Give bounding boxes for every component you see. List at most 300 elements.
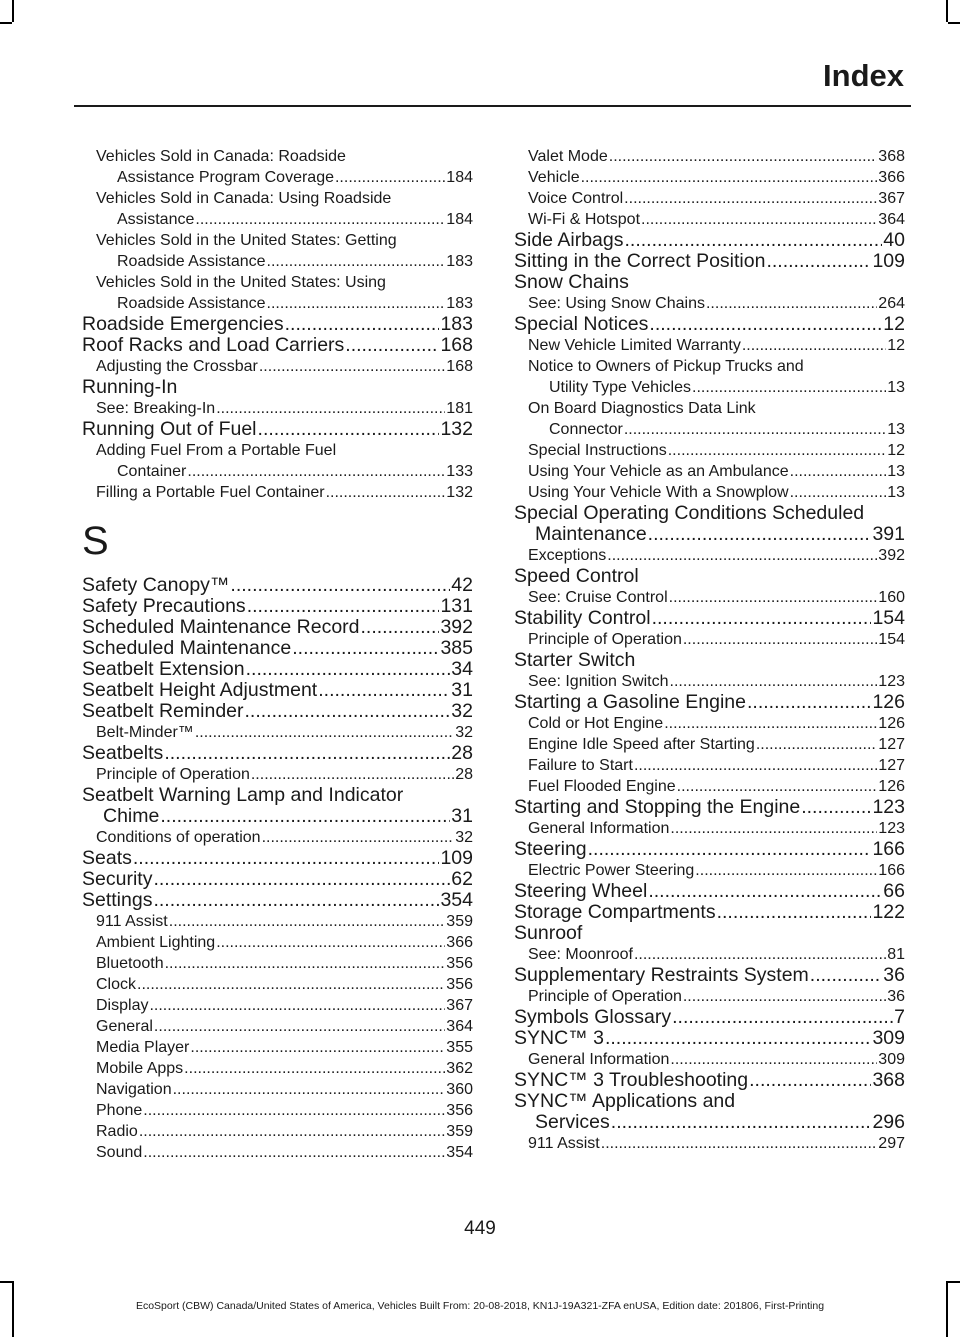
dot-leader <box>165 953 446 974</box>
entry-page: 12 <box>887 442 905 459</box>
entry-label: Vehicles Sold in Canada: Using Roadside <box>96 190 392 207</box>
entry-line <box>96 1121 473 1142</box>
entry-label: Symbols Glossary <box>514 1006 672 1028</box>
entry-page: 13 <box>887 463 905 480</box>
entry-line <box>96 1142 473 1163</box>
index-subentry <box>514 1133 905 1154</box>
entry-line <box>82 575 473 596</box>
dot-leader <box>247 596 440 617</box>
entry-label: Belt-Minder™ <box>96 724 194 741</box>
index-entry <box>514 692 905 713</box>
entry-page: 368 <box>872 1069 905 1091</box>
dot-leader <box>335 167 445 188</box>
dot-leader <box>601 1133 878 1154</box>
crop-mark <box>0 22 12 24</box>
entry-line <box>528 377 905 398</box>
dot-leader <box>717 902 872 923</box>
index-entry <box>514 608 905 629</box>
index-entry <box>514 1091 905 1133</box>
entry-label: Seats <box>82 847 132 869</box>
entry-label: Special Operating Conditions Scheduled <box>514 502 865 524</box>
entry-label: General <box>96 1018 153 1035</box>
index-subentry <box>82 764 473 785</box>
index-entry <box>82 377 473 398</box>
dot-leader <box>588 839 872 860</box>
entry-label: Voice Control <box>528 190 624 207</box>
entry-line <box>528 209 905 230</box>
index-entry <box>514 314 905 335</box>
entry-page: 166 <box>872 838 905 860</box>
index-entry <box>514 902 905 923</box>
dot-leader <box>251 764 454 785</box>
index-subentry <box>82 482 473 503</box>
dot-leader <box>692 377 886 398</box>
entry-line <box>96 953 473 974</box>
entry-label: See: Using Snow Chains <box>528 295 705 312</box>
entry-line <box>82 848 473 869</box>
dot-leader <box>695 860 877 881</box>
entry-line <box>96 911 473 932</box>
entry-label: Vehicle <box>528 169 580 186</box>
entry-line <box>528 776 905 797</box>
dot-leader <box>747 692 871 713</box>
entry-label: Clock <box>96 976 137 993</box>
entry-label: Starting a Gasoline Engine <box>514 691 746 713</box>
entry-page: 184 <box>446 211 473 228</box>
dot-leader <box>669 587 878 608</box>
dot-leader <box>326 482 446 503</box>
index-subentry <box>82 932 473 953</box>
entry-line <box>514 251 905 272</box>
entry-label: Sitting in the Correct Position <box>514 250 766 272</box>
dot-leader <box>670 818 877 839</box>
entry-line <box>528 671 905 692</box>
index-entry <box>514 566 905 587</box>
entry-page: 364 <box>878 211 905 228</box>
entry-line <box>528 545 905 566</box>
entry-label: See: Cruise Control <box>528 589 668 606</box>
entry-label: SYNC™ Applications and <box>514 1090 736 1112</box>
entry-label: Conditions of operation <box>96 829 261 846</box>
entry-page: 66 <box>883 880 905 902</box>
index-subentry <box>82 1142 473 1163</box>
index-subentry <box>514 293 905 314</box>
dot-leader <box>634 755 877 776</box>
entry-page: 126 <box>872 691 905 713</box>
entry-line <box>514 1007 905 1028</box>
index-column-right <box>514 146 905 1154</box>
dot-leader <box>216 398 445 419</box>
index-subentry <box>514 944 905 965</box>
entry-line <box>514 797 905 818</box>
entry-page: 184 <box>446 169 473 186</box>
entry-page: 391 <box>872 523 905 545</box>
dot-leader <box>258 419 440 440</box>
dot-leader <box>318 680 450 701</box>
entry-line <box>82 596 473 617</box>
dot-leader <box>361 617 440 638</box>
entry-line <box>514 839 905 860</box>
entry-label: Scheduled Maintenance <box>82 637 292 659</box>
index-subentry <box>514 986 905 1007</box>
entry-line <box>96 1037 473 1058</box>
entry-page: 62 <box>451 868 473 890</box>
entry-label: General Information <box>528 1051 670 1068</box>
dot-leader <box>649 314 882 335</box>
index-subentry <box>514 482 905 503</box>
dot-leader <box>810 965 883 986</box>
index-subentry <box>82 1100 473 1121</box>
dot-leader <box>259 356 445 377</box>
entry-label: Speed Control <box>514 565 639 587</box>
index-subentry <box>514 188 905 209</box>
entry-page: 356 <box>446 976 473 993</box>
index-entry <box>82 701 473 722</box>
entry-line <box>82 890 473 911</box>
entry-line <box>528 440 905 461</box>
dot-leader <box>749 1070 871 1091</box>
entry-label: Bluetooth <box>96 955 164 972</box>
entry-line <box>528 629 905 650</box>
crop-mark <box>948 1281 960 1283</box>
entry-page: 34 <box>451 658 473 680</box>
entry-line <box>528 818 905 839</box>
entry-line <box>514 881 905 902</box>
entry-line <box>82 659 473 680</box>
entry-line <box>528 167 905 188</box>
index-subentry <box>82 146 473 188</box>
dot-leader <box>137 974 445 995</box>
entry-page: 40 <box>883 229 905 251</box>
header-divider <box>74 105 911 107</box>
entry-page: 183 <box>440 313 473 335</box>
index-subentry <box>82 230 473 272</box>
entry-line <box>528 587 905 608</box>
dot-leader <box>195 722 454 743</box>
entry-label: Special Notices <box>514 313 649 335</box>
entry-page: 362 <box>446 1060 473 1077</box>
entry-label: Assistance <box>117 211 195 228</box>
dot-leader <box>625 230 883 251</box>
entry-page: 122 <box>872 901 905 923</box>
entry-label: Running-In <box>82 376 178 398</box>
entry-label: Mobile Apps <box>96 1060 184 1077</box>
entry-page: 132 <box>446 484 473 501</box>
dot-leader <box>195 209 445 230</box>
entry-page: 123 <box>878 673 905 690</box>
index-subentry <box>514 713 905 734</box>
index-entry <box>514 1028 905 1049</box>
entry-page: 123 <box>872 796 905 818</box>
entry-page: 123 <box>878 820 905 837</box>
entry-line <box>82 419 473 440</box>
entry-line <box>514 965 905 986</box>
entry-line <box>528 419 905 440</box>
entry-label: Seatbelt Height Adjustment <box>82 679 318 701</box>
entry-line <box>96 398 473 419</box>
entry-page: 354 <box>446 1144 473 1161</box>
entry-label: Snow Chains <box>514 271 629 293</box>
entry-page: 359 <box>446 913 473 930</box>
entry-line <box>514 1070 905 1091</box>
dot-leader <box>173 1079 446 1100</box>
entry-line <box>528 986 905 1007</box>
entry-line <box>514 1028 905 1049</box>
entry-page: 42 <box>451 574 473 596</box>
entry-label: Fuel Flooded Engine <box>528 778 676 795</box>
index-entry <box>514 881 905 902</box>
dot-leader <box>766 251 871 272</box>
entry-label: Valet Mode <box>528 148 608 165</box>
section-letter: S <box>82 519 109 563</box>
entry-label: Starter Switch <box>514 649 636 671</box>
entry-label: Container <box>117 463 187 480</box>
dot-leader <box>345 335 439 356</box>
dot-leader <box>262 827 455 848</box>
index-subentry <box>82 995 473 1016</box>
index-entry <box>82 743 473 764</box>
entry-label: Connector <box>549 421 623 438</box>
entry-line <box>528 461 905 482</box>
dot-leader <box>742 335 886 356</box>
entry-line <box>528 1133 905 1154</box>
entry-label: Scheduled Maintenance Record <box>82 616 360 638</box>
entry-label: Vehicles Sold in Canada: Roadside <box>96 148 346 165</box>
entry-label: On Board Diagnostics Data Link <box>528 400 756 417</box>
entry-label: Starting and Stopping the Engine <box>514 796 801 818</box>
entry-label: Vehicles Sold in the United States: Using <box>96 274 386 291</box>
index-entry <box>514 272 905 293</box>
entry-line <box>82 743 473 764</box>
dot-leader <box>190 1037 445 1058</box>
entry-line <box>528 293 905 314</box>
entry-page: 31 <box>451 679 473 701</box>
entry-label: Utility Type Vehicles <box>549 379 691 396</box>
entry-page: 109 <box>872 250 905 272</box>
crop-mark <box>948 22 960 24</box>
index-entry <box>514 797 905 818</box>
index-subentry <box>82 356 473 377</box>
entry-line <box>96 251 473 272</box>
dot-leader <box>624 188 877 209</box>
entry-line <box>528 335 905 356</box>
index-subentry <box>82 722 473 743</box>
entry-line <box>96 722 473 743</box>
entry-label: Using Your Vehicle With a Snowplow <box>528 484 789 501</box>
entry-line <box>514 692 905 713</box>
entry-label: Display <box>96 997 149 1014</box>
entry-line <box>82 869 473 890</box>
dot-leader <box>216 932 445 953</box>
dot-leader <box>641 209 877 230</box>
entry-line <box>514 230 905 251</box>
dot-leader <box>670 1049 877 1070</box>
entry-page: 181 <box>446 400 473 417</box>
index-entry <box>82 869 473 890</box>
entry-line <box>96 482 473 503</box>
index-entry <box>82 785 473 827</box>
entry-page: 264 <box>878 295 905 312</box>
entry-line <box>528 188 905 209</box>
entry-line <box>82 680 473 701</box>
entry-label: Chime <box>103 805 160 827</box>
entry-line <box>82 335 473 356</box>
entry-line <box>96 1016 473 1037</box>
entry-label: Adjusting the Crossbar <box>96 358 258 375</box>
index-entry <box>514 1070 905 1091</box>
dot-leader <box>624 419 886 440</box>
entry-label: Settings <box>82 889 153 911</box>
dot-leader <box>648 524 872 545</box>
index-subentry <box>82 440 473 482</box>
dot-leader <box>581 167 878 188</box>
entry-line <box>82 314 473 335</box>
entry-line <box>96 209 473 230</box>
entry-line <box>528 755 905 776</box>
entry-line <box>528 1049 905 1070</box>
entry-line <box>96 1100 473 1121</box>
dot-leader <box>756 734 877 755</box>
entry-label: Cold or Hot Engine <box>528 715 664 732</box>
index-subentry <box>82 1016 473 1037</box>
entry-page: 367 <box>446 997 473 1014</box>
index-subentry <box>82 827 473 848</box>
dot-leader <box>267 251 446 272</box>
entry-page: 154 <box>872 607 905 629</box>
entry-line <box>96 764 473 785</box>
entry-label: Safety Precautions <box>82 595 246 617</box>
index-subentry <box>514 734 905 755</box>
edition-footer: EcoSport (CBW) Canada/United States of America, Vehicles Built From: 20-08-2018, KN1J-19A321-ZFA enUSA, Edition date: 201806, First-Printing <box>135 1300 825 1312</box>
index-subentry <box>514 545 905 566</box>
entry-label: Notice to Owners of Pickup Trucks and <box>528 358 804 375</box>
entry-label: Sound <box>96 1144 143 1161</box>
index-entry <box>514 251 905 272</box>
entry-label: Maintenance <box>535 523 647 545</box>
dot-leader <box>790 461 887 482</box>
index-subentry <box>514 167 905 188</box>
crop-mark <box>946 0 948 22</box>
entry-label: New Vehicle Limited Warranty <box>528 337 741 354</box>
entry-label: 911 Assist <box>96 913 168 930</box>
index-subentry <box>514 818 905 839</box>
index-subentry <box>82 188 473 230</box>
entry-label: Wi-Fi & Hotspot <box>528 211 641 228</box>
dot-leader <box>154 1016 445 1037</box>
entry-label: Services <box>535 1111 610 1133</box>
index-entry <box>82 680 473 701</box>
entry-line <box>96 167 473 188</box>
index-entry <box>82 659 473 680</box>
dot-leader <box>668 440 886 461</box>
entry-page: 366 <box>446 934 473 951</box>
entry-line <box>528 482 905 503</box>
dot-leader <box>683 986 886 1007</box>
index-subentry <box>82 953 473 974</box>
dot-leader <box>605 1028 872 1049</box>
entry-label: See: Breaking-In <box>96 400 216 417</box>
dot-leader <box>706 293 877 314</box>
index-subentry <box>82 1121 473 1142</box>
entry-label: Electric Power Steering <box>528 862 695 879</box>
entry-line <box>96 974 473 995</box>
dot-leader <box>652 608 872 629</box>
index-subentry <box>82 974 473 995</box>
index-subentry <box>514 671 905 692</box>
dot-leader <box>187 461 445 482</box>
dot-leader <box>634 944 886 965</box>
entry-page: 183 <box>446 253 473 270</box>
dot-leader <box>153 869 450 890</box>
entry-label: Supplementary Restraints System <box>514 964 809 986</box>
index-subentry <box>82 1058 473 1079</box>
entry-page: 31 <box>451 805 473 827</box>
entry-line <box>514 902 905 923</box>
entry-page: 354 <box>440 889 473 911</box>
entry-label: Stability Control <box>514 607 651 629</box>
entry-label: Phone <box>96 1102 143 1119</box>
entry-line <box>82 701 473 722</box>
entry-line <box>528 944 905 965</box>
index-subentry <box>514 356 905 398</box>
entry-line <box>514 524 905 545</box>
entry-line <box>96 995 473 1016</box>
entry-page: 13 <box>887 379 905 396</box>
entry-page: 364 <box>446 1018 473 1035</box>
entry-page: 131 <box>440 595 473 617</box>
dot-leader <box>160 806 450 827</box>
entry-label: Radio <box>96 1123 138 1140</box>
entry-page: 13 <box>887 484 905 501</box>
entry-line <box>514 1112 905 1133</box>
entry-page: 32 <box>455 724 473 741</box>
entry-page: 309 <box>878 1051 905 1068</box>
index-entry <box>82 335 473 356</box>
entry-page: 359 <box>446 1123 473 1140</box>
entry-page: 126 <box>878 715 905 732</box>
dot-leader <box>143 1100 445 1121</box>
dot-leader <box>184 1058 445 1079</box>
entry-page: 168 <box>446 358 473 375</box>
entry-label: Security <box>82 868 153 890</box>
index-subentry <box>514 776 905 797</box>
entry-line <box>514 608 905 629</box>
entry-label: Principle of Operation <box>528 631 682 648</box>
entry-page: 183 <box>446 295 473 312</box>
entry-label: Using Your Vehicle as an Ambulance <box>528 463 789 480</box>
entry-label: Seatbelt Reminder <box>82 700 244 722</box>
entry-page: 7 <box>894 1006 905 1028</box>
dot-leader <box>139 1121 445 1142</box>
entry-page: 160 <box>878 589 905 606</box>
entry-label: Adding Fuel From a Portable Fuel <box>96 442 337 459</box>
entry-page: 392 <box>878 547 905 564</box>
dot-leader <box>607 545 877 566</box>
entry-page: 36 <box>887 988 905 1005</box>
dot-leader <box>683 629 877 650</box>
entry-label: Seatbelt Warning Lamp and Indicator <box>82 784 404 806</box>
entry-label: Safety Canopy™ <box>82 574 230 596</box>
entry-page: 132 <box>440 418 473 440</box>
entry-page: 127 <box>878 736 905 753</box>
entry-label: Roadside Emergencies <box>82 313 284 335</box>
index-subentry <box>514 146 905 167</box>
index-subentry <box>514 860 905 881</box>
entry-label: See: Ignition Switch <box>528 673 669 690</box>
entry-label: 911 Assist <box>528 1135 600 1152</box>
entry-page: 367 <box>878 190 905 207</box>
entry-page: 154 <box>878 631 905 648</box>
